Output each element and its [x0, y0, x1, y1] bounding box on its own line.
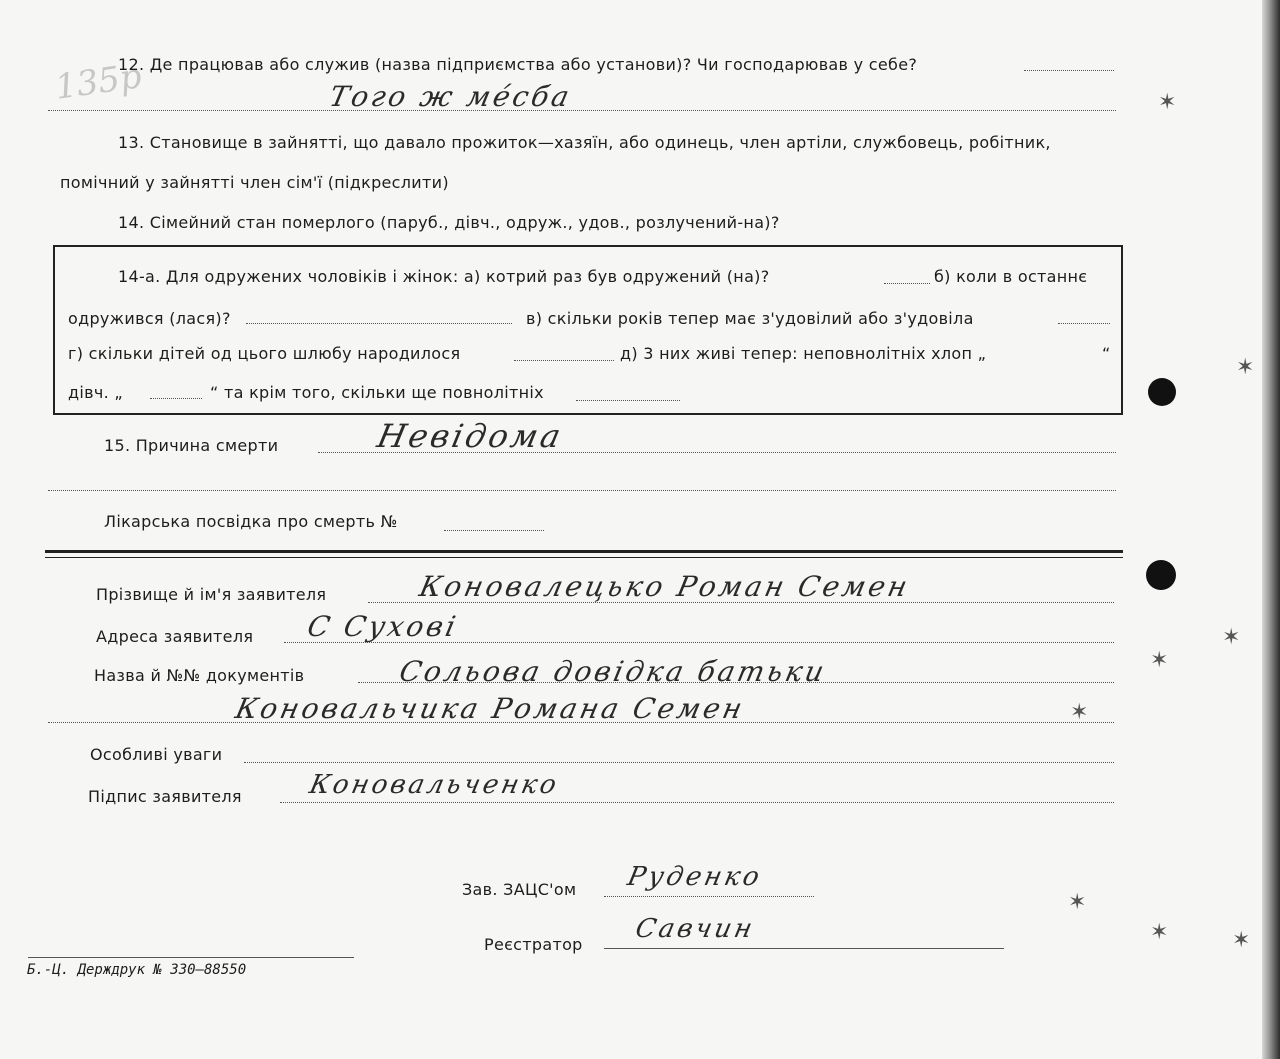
applicant-signature-line	[280, 802, 1114, 803]
q12-answer: Того ж мéсба	[326, 80, 575, 113]
damage-mark: ✶	[1070, 700, 1089, 725]
damage-mark: ✶	[1150, 648, 1169, 673]
q13-label-cont: помічний у зайнятті член сім'ї (підкреслити)	[60, 173, 449, 192]
q14a-line3-c: “	[1102, 344, 1111, 363]
q14a-line1-a: 14-а. Для одружених чоловіків і жінок: а) котрий раз був одружений (на)?	[118, 267, 770, 286]
registrar-signature-line	[604, 948, 1004, 949]
q14a-fill-3	[1058, 323, 1110, 324]
q14-label: 14. Сімейний стан померлого (паруб., дівч., одруж., удов., розлучений-на)?	[118, 213, 780, 232]
q14a-line3-b: д) 3 них живі тепер: неповнолітніх хлоп „	[620, 344, 987, 363]
head-signature-line	[604, 896, 814, 897]
applicant-address-value: С Сухові	[304, 610, 462, 643]
damage-mark: ✶	[1158, 90, 1177, 115]
medical-label: Лікарська посвідка про смерть №	[104, 512, 398, 531]
registrar-signature: Савчин	[632, 914, 758, 944]
page-edge-shadow	[1262, 0, 1280, 1059]
applicant-docs-label: Назва й №№ документів	[94, 666, 305, 685]
applicant-docs-value-2: Коновальчика Романа Семен	[232, 692, 749, 725]
q14a-line2-b: в) скільки років тепер має з'удовілий або з'удовіла	[526, 309, 974, 328]
applicant-address-label: Адреса заявителя	[96, 627, 254, 646]
binding-hole	[1148, 378, 1176, 406]
q14a-fill-2	[246, 323, 512, 324]
head-signature: Руденко	[624, 862, 765, 892]
damage-mark: ✶	[1232, 928, 1251, 953]
section-divider-thick	[45, 550, 1123, 553]
q12-label: 12. Де працював або служив (назва підприємства або установи)? Чи господарював у себе?	[118, 55, 918, 74]
applicant-signature-value: Коновальченко	[306, 770, 562, 800]
q15-label: 15. Причина смерти	[104, 436, 279, 455]
applicant-address-line	[284, 642, 1114, 643]
applicant-docs-value: Сольова довідка батьки	[396, 655, 830, 688]
q14a-fill-1	[884, 283, 930, 284]
binding-hole	[1146, 560, 1176, 590]
section-divider-thin	[45, 557, 1123, 558]
q14a-fill-4	[514, 360, 614, 361]
q14a-line4-b: “ та крім того, скільки ще повнолітніх	[210, 383, 544, 402]
q14a-line1-b: б) коли в останнє	[934, 267, 1088, 286]
applicant-docs-line	[358, 682, 1114, 683]
damage-mark: ✶	[1236, 355, 1255, 380]
applicant-name-line	[368, 602, 1114, 603]
q14a-line4-a: дівч. „	[68, 383, 123, 402]
q14a-line2-a: одружився (лася)?	[68, 309, 231, 328]
applicant-notes-line	[244, 762, 1114, 763]
damage-mark: ✶	[1150, 920, 1169, 945]
damage-mark: ✶	[1222, 625, 1241, 650]
medical-fill-line	[444, 530, 544, 531]
q15-extra-line	[48, 490, 1116, 491]
damage-mark: ✶	[1068, 890, 1087, 915]
q15-answer: Невідома	[373, 417, 567, 455]
applicant-name-value: Коновалецько Роман Семен	[416, 570, 914, 603]
head-label: Зав. ЗАЦС'ом	[462, 880, 577, 899]
registrar-label: Реєстратор	[484, 935, 583, 954]
q14a-line3-a: г) скільки дітей од цього шлюбу народилося	[68, 344, 461, 363]
print-line: Б.-Ц. Держдрук № 330—88550	[27, 962, 247, 978]
footer-rule	[28, 957, 354, 958]
applicant-name-label: Прізвище й ім'я заявителя	[96, 585, 327, 604]
faded-stamp-number: 135р	[52, 56, 145, 108]
q13-label: 13. Становище в зайнятті, що давало прожиток—хазяїн, або одинець, член артіли, службовець, робітник,	[118, 133, 1051, 152]
q15-fill-line	[318, 452, 1116, 453]
q14a-fill-6	[576, 400, 680, 401]
q12-answer-line	[48, 110, 1116, 111]
applicant-docs-line-2	[48, 722, 1114, 723]
q14a-fill-5	[150, 398, 202, 399]
applicant-signature-label: Підпис заявителя	[88, 787, 242, 806]
applicant-notes-label: Особливі уваги	[90, 745, 223, 764]
q12-fill-line	[1024, 70, 1114, 71]
